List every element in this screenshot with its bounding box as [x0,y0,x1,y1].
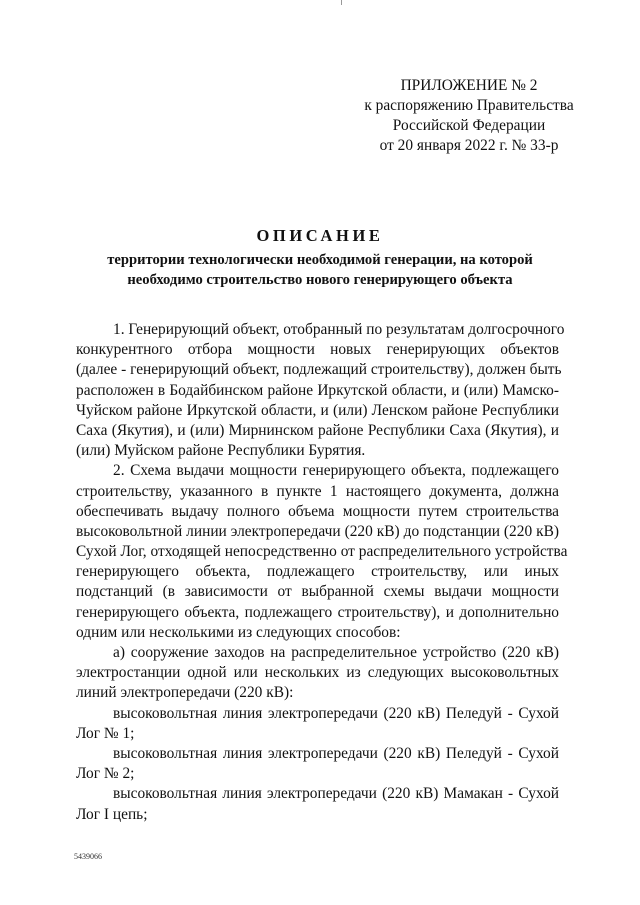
body-line: конкурентного отбора мощности новых генерирующих объектов [76,341,559,359]
body-line: линий электропередачи (220 кВ): [76,684,294,702]
document-title: ОПИСАНИЕ [256,226,384,245]
body-line: обеспечивать выдачу полного объема мощности путем строительства [76,502,559,520]
appendix-header [344,76,594,156]
appendix-number: ПРИЛОЖЕНИЕ № 2 [400,77,538,94]
body-line: (или) Муйском районе Республики Бурятия. [76,442,366,460]
body-line: 2. Схема выдачи мощности генерирующего объекта, подлежащего [113,462,559,480]
top-margin-mark [341,0,342,5]
body-line: Сухой Лог, отходящей непосредственно от распределительного устройства [76,543,568,561]
body-line: одним или несколькими из следующих способов: [76,623,401,641]
document-body [76,320,568,825]
subtitle-line-1: территории технологически необходимой генерации, на которой [107,252,533,268]
body-line: высоковольтная линия электропередачи (220 кВ) Мамакан - Сухой [113,785,559,803]
body-line: высоковольтная линия электропередачи (220 кВ) Пеледуй - Сухой [113,744,559,762]
body-line: строительству, указанного в пункте 1 настоящего документа, должна [76,482,559,500]
body-line: Саха (Якутия), и (или) Мирнинском районе Республики Саха (Якутия), и [76,421,559,439]
appendix-government: Российской Федерации [392,117,546,134]
body-line: высоковольтной линии электропередачи (220 кВ) до подстанции (220 кВ) [76,522,559,540]
body-line: 1. Генерирующий объект, отобранный по результатам долгосрочного [113,321,565,338]
appendix-date: от 20 января 2022 г. № 33-р [379,137,559,154]
body-line: Лог № 1; [76,724,135,742]
body-line: Чуйском районе Иркутской области, и (или) Ленском районе Республики [76,401,559,419]
body-line: электростанции одной или нескольких из следующих высоковольтных [76,664,559,682]
subtitle-line-2: необходимо строительство нового генерирующего объекта [127,272,513,288]
document-code: 5439066 [74,852,102,861]
body-line: генерирующего объекта, подлежащего строительству), и дополнительно [76,603,559,621]
body-line: Лог № 2; [76,765,135,783]
body-line: (далее - генерирующий объект, подлежащий строительству), должен быть [76,361,562,379]
document-subtitle [0,250,640,290]
body-line: расположен в Бодайбинском районе Иркутской области, и (или) Мамско- [76,381,559,399]
appendix-reference: к распоряжению Правительства [364,97,574,114]
body-line: высоковольтная линия электропередачи (220 кВ) Пеледуй - Сухой [113,704,559,722]
body-line: генерирующего объекта, подлежащего строительству, или иных [76,563,559,581]
body-line: подстанций (в зависимости от выбранной схемы выдачи мощности [76,583,559,601]
body-line: а) сооружение заходов на распределительное устройство (220 кВ) [113,644,559,661]
body-line: Лог I цепь; [76,805,148,823]
